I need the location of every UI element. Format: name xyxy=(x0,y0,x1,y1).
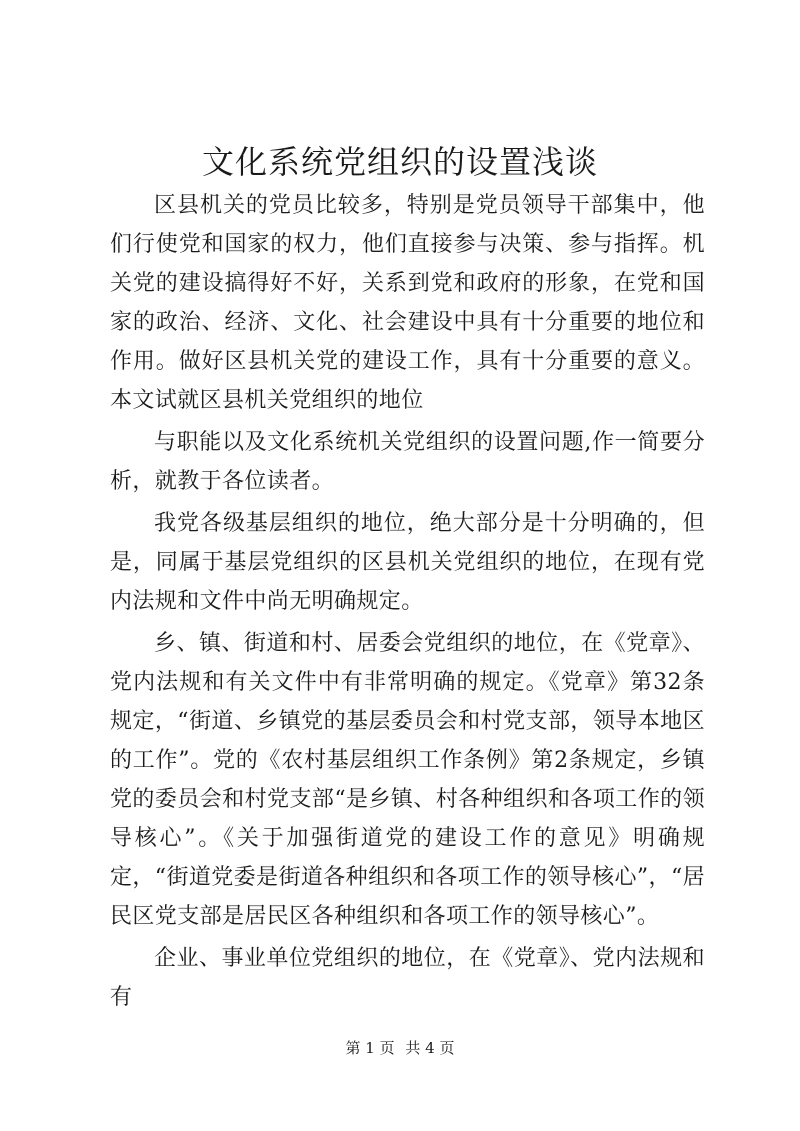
document-body xyxy=(110,186,705,1017)
paragraph: 企业、事业单位党组织的地位，在《党章》、党内法规和有 xyxy=(110,946,705,1010)
paragraph: 区县机关的党员比较多，特别是党员领导干部集中，他们行使党和国家的权力，他们直接参与决策、参与指挥。机关党的建设搞得好不好，关系到党和政府的形象，在党和国家的政治、经济、文化、社会建设中具有十分重要的地位和作用。做好区县机关党的建设工作，具有十分重要的意义。本文试就区县机关党组织的地位 xyxy=(110,193,705,413)
document-title: 文化系统党组织的设置浅谈 xyxy=(201,143,598,181)
paragraph: 乡、镇、街道和村、居委会党组织的地位，在《党章》、党内法规和有关文件中有非常明确的规定。《党章》第32条规定，“街道、乡镇党的基层委员会和村党支部，领导本地区的工作”。党的《农村基层组织工作条例》第2条规定，乡镇党的委员会和村党支部“是乡镇、村各种组织和各项工作的领导核心”。《关于加强街道党的建设工作的意见》明确规定，“街道党委是街道各种组织和各项工作的领导核心”，“居民区党支部是居民区各种组织和各项工作的领导核心”。 xyxy=(110,631,705,929)
page-footer xyxy=(0,1038,800,1058)
paragraph: 与职能以及文化系统机关党组织的设置问题,作一简要分析，就教于各位读者。 xyxy=(110,430,705,494)
page-number: 第 1 页 xyxy=(345,1039,395,1057)
paragraph: 我党各级基层组织的地位，绝大部分是十分明确的，但是，同属于基层党组织的区县机关党组织的地位，在现有党内法规和文件中尚无明确规定。 xyxy=(110,511,705,614)
page-total: 共 4 页 xyxy=(405,1039,455,1057)
